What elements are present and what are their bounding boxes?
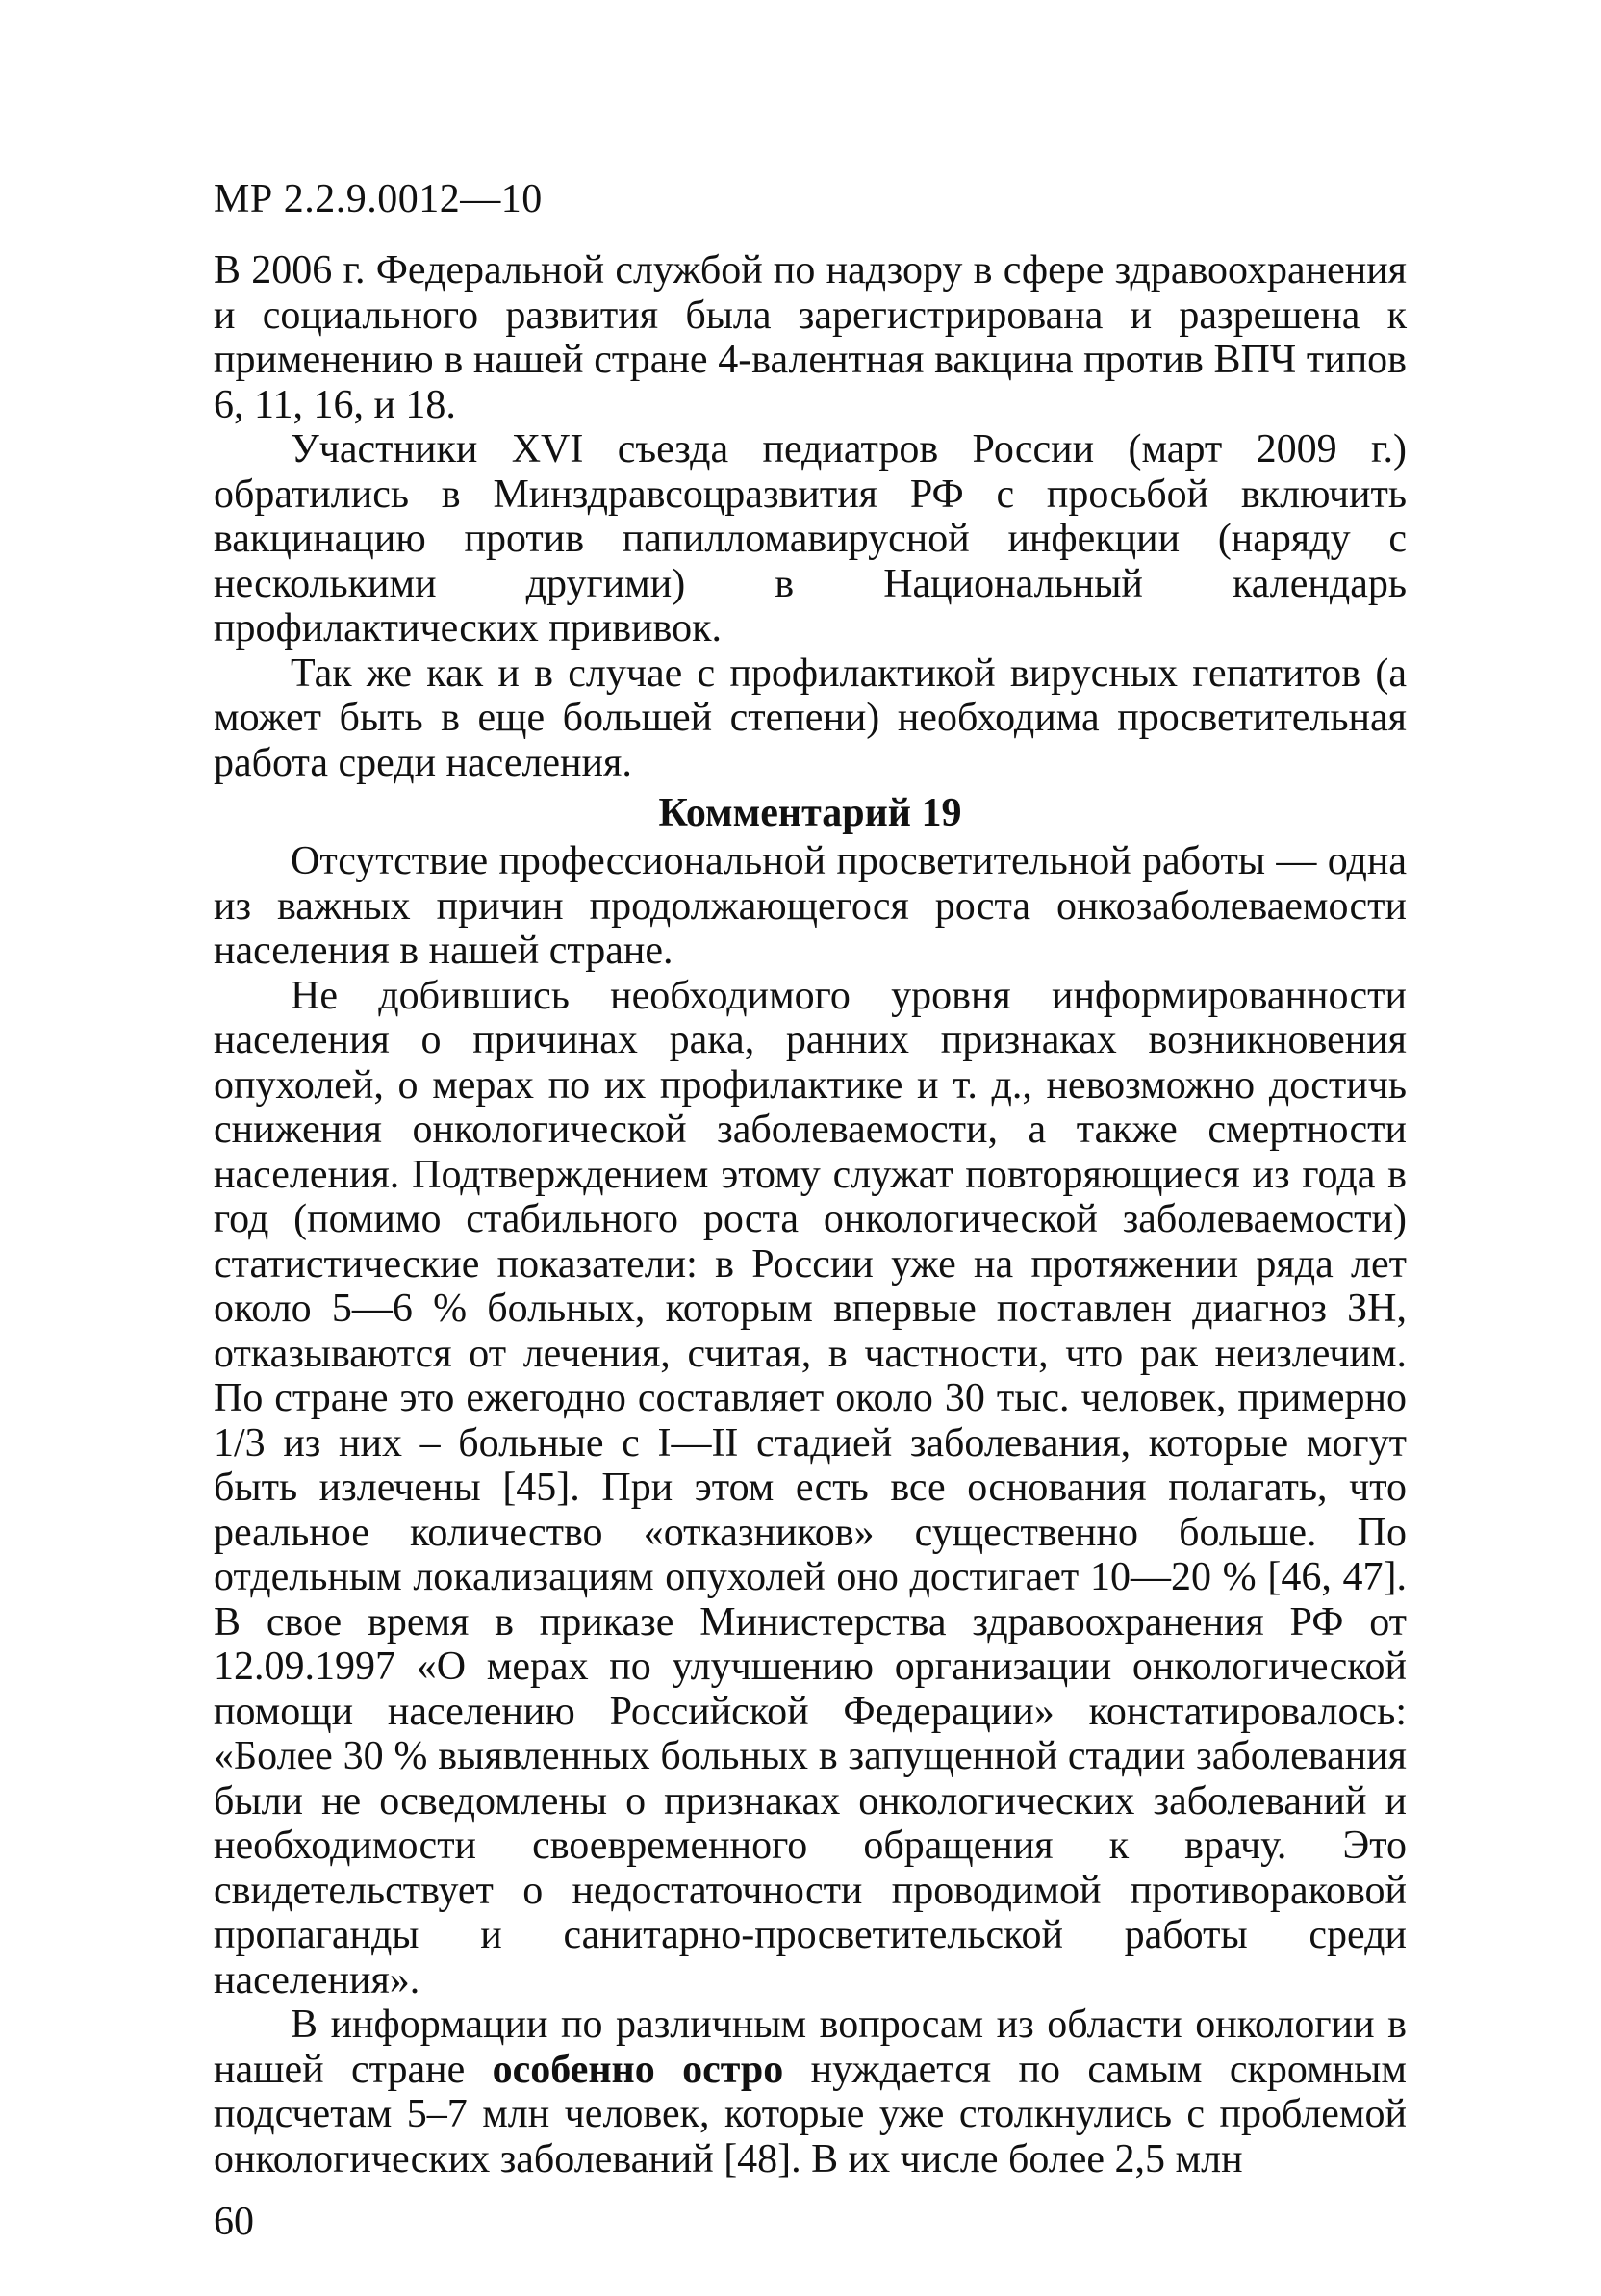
section-heading: Комментарий 19 <box>658 791 962 835</box>
document-page <box>214 0 1407 2296</box>
paragraph: В 2006 г. Федеральной службой по надзору в сфере здравоохранения и социального развития была зарегистрирована и разрешена к применению в нашей стране 4-валентная вакцина против ВПЧ типов 6, 11, 16, и 18. <box>214 248 1407 427</box>
emphasis-text: особенно остро <box>492 2047 784 2092</box>
page-number: 60 <box>214 2200 254 2244</box>
body-text <box>214 248 1407 2181</box>
paragraph-text: В информации по различным вопросам из области онкологии в нашей стране <box>214 2003 1407 2092</box>
paragraph: Так же как и в случае с профилактикой вирусных гепатитов (а может быть в еще большей степени) необходима просветительная работа среди населения. <box>214 651 1407 785</box>
running-header: МР 2.2.9.0012—10 <box>214 177 543 221</box>
paragraph: Отсутствие профессиональной просветительной работы — одна из важных причин продолжающегося роста онкозаболеваемости населения в нашей стране. <box>214 839 1407 973</box>
paragraph: Не добившись необходимого уровня информированности населения о причинах рака, ранних признаках возникновения опухолей, о мерах по их профилактике и т. д., невозможно достичь снижения онкологической заболеваемости, а также смертности населения. Подтверждением этому служат повторяющиеся из года в год (помимо стабильного роста онкологической заболеваемости) статистические показатели: в России уже на протяжении ряда лет около 5—6 % больных, которым впервые поставлен диагноз ЗН, отказываются от лечения, считая, в частности, что рак неизлечим. По стране это ежегодно составляет около 30 тыс. человек, примерно 1/3 из них – больные с I—II стадией заболевания, которые могут быть излечены [45]. При этом есть все основания полагать, что реальное количество «отказников» существенно больше. По отдельным локализациям опухолей оно достигает 10—20 % [46, 47]. В свое время в приказе Министерства здравоохранения РФ от 12.09.1997 «О мерах по улучшению организации онкологической помощи населению Российской Федерации» констатировалось: «Более 30 % выявленных больных в запущенной стадии заболевания были не осведомлены о признаках онкологических заболеваний и необходимости своевременного обращения к врачу. Это свидетельствует о недостаточности проводимой противораковой пропаганды и санитарно-просветительской работы среди населения». <box>214 973 1407 2003</box>
paragraph-text: нуждается по самым скромным подсчетам 5–7 млн человек, которые уже столкнулись с проблемой онкологических заболеваний [48]. В их числе более 2,5 млн <box>214 2047 1407 2181</box>
paragraph <box>214 2003 1407 2181</box>
paragraph: Участники XVI съезда педиатров России (март 2009 г.) обратились в Минздравсоцразвития РФ с просьбой включить вакцинацию против папилломавирусной инфекции (наряду с несколькими другими) в Национальный календарь профилактических прививок. <box>214 427 1407 651</box>
